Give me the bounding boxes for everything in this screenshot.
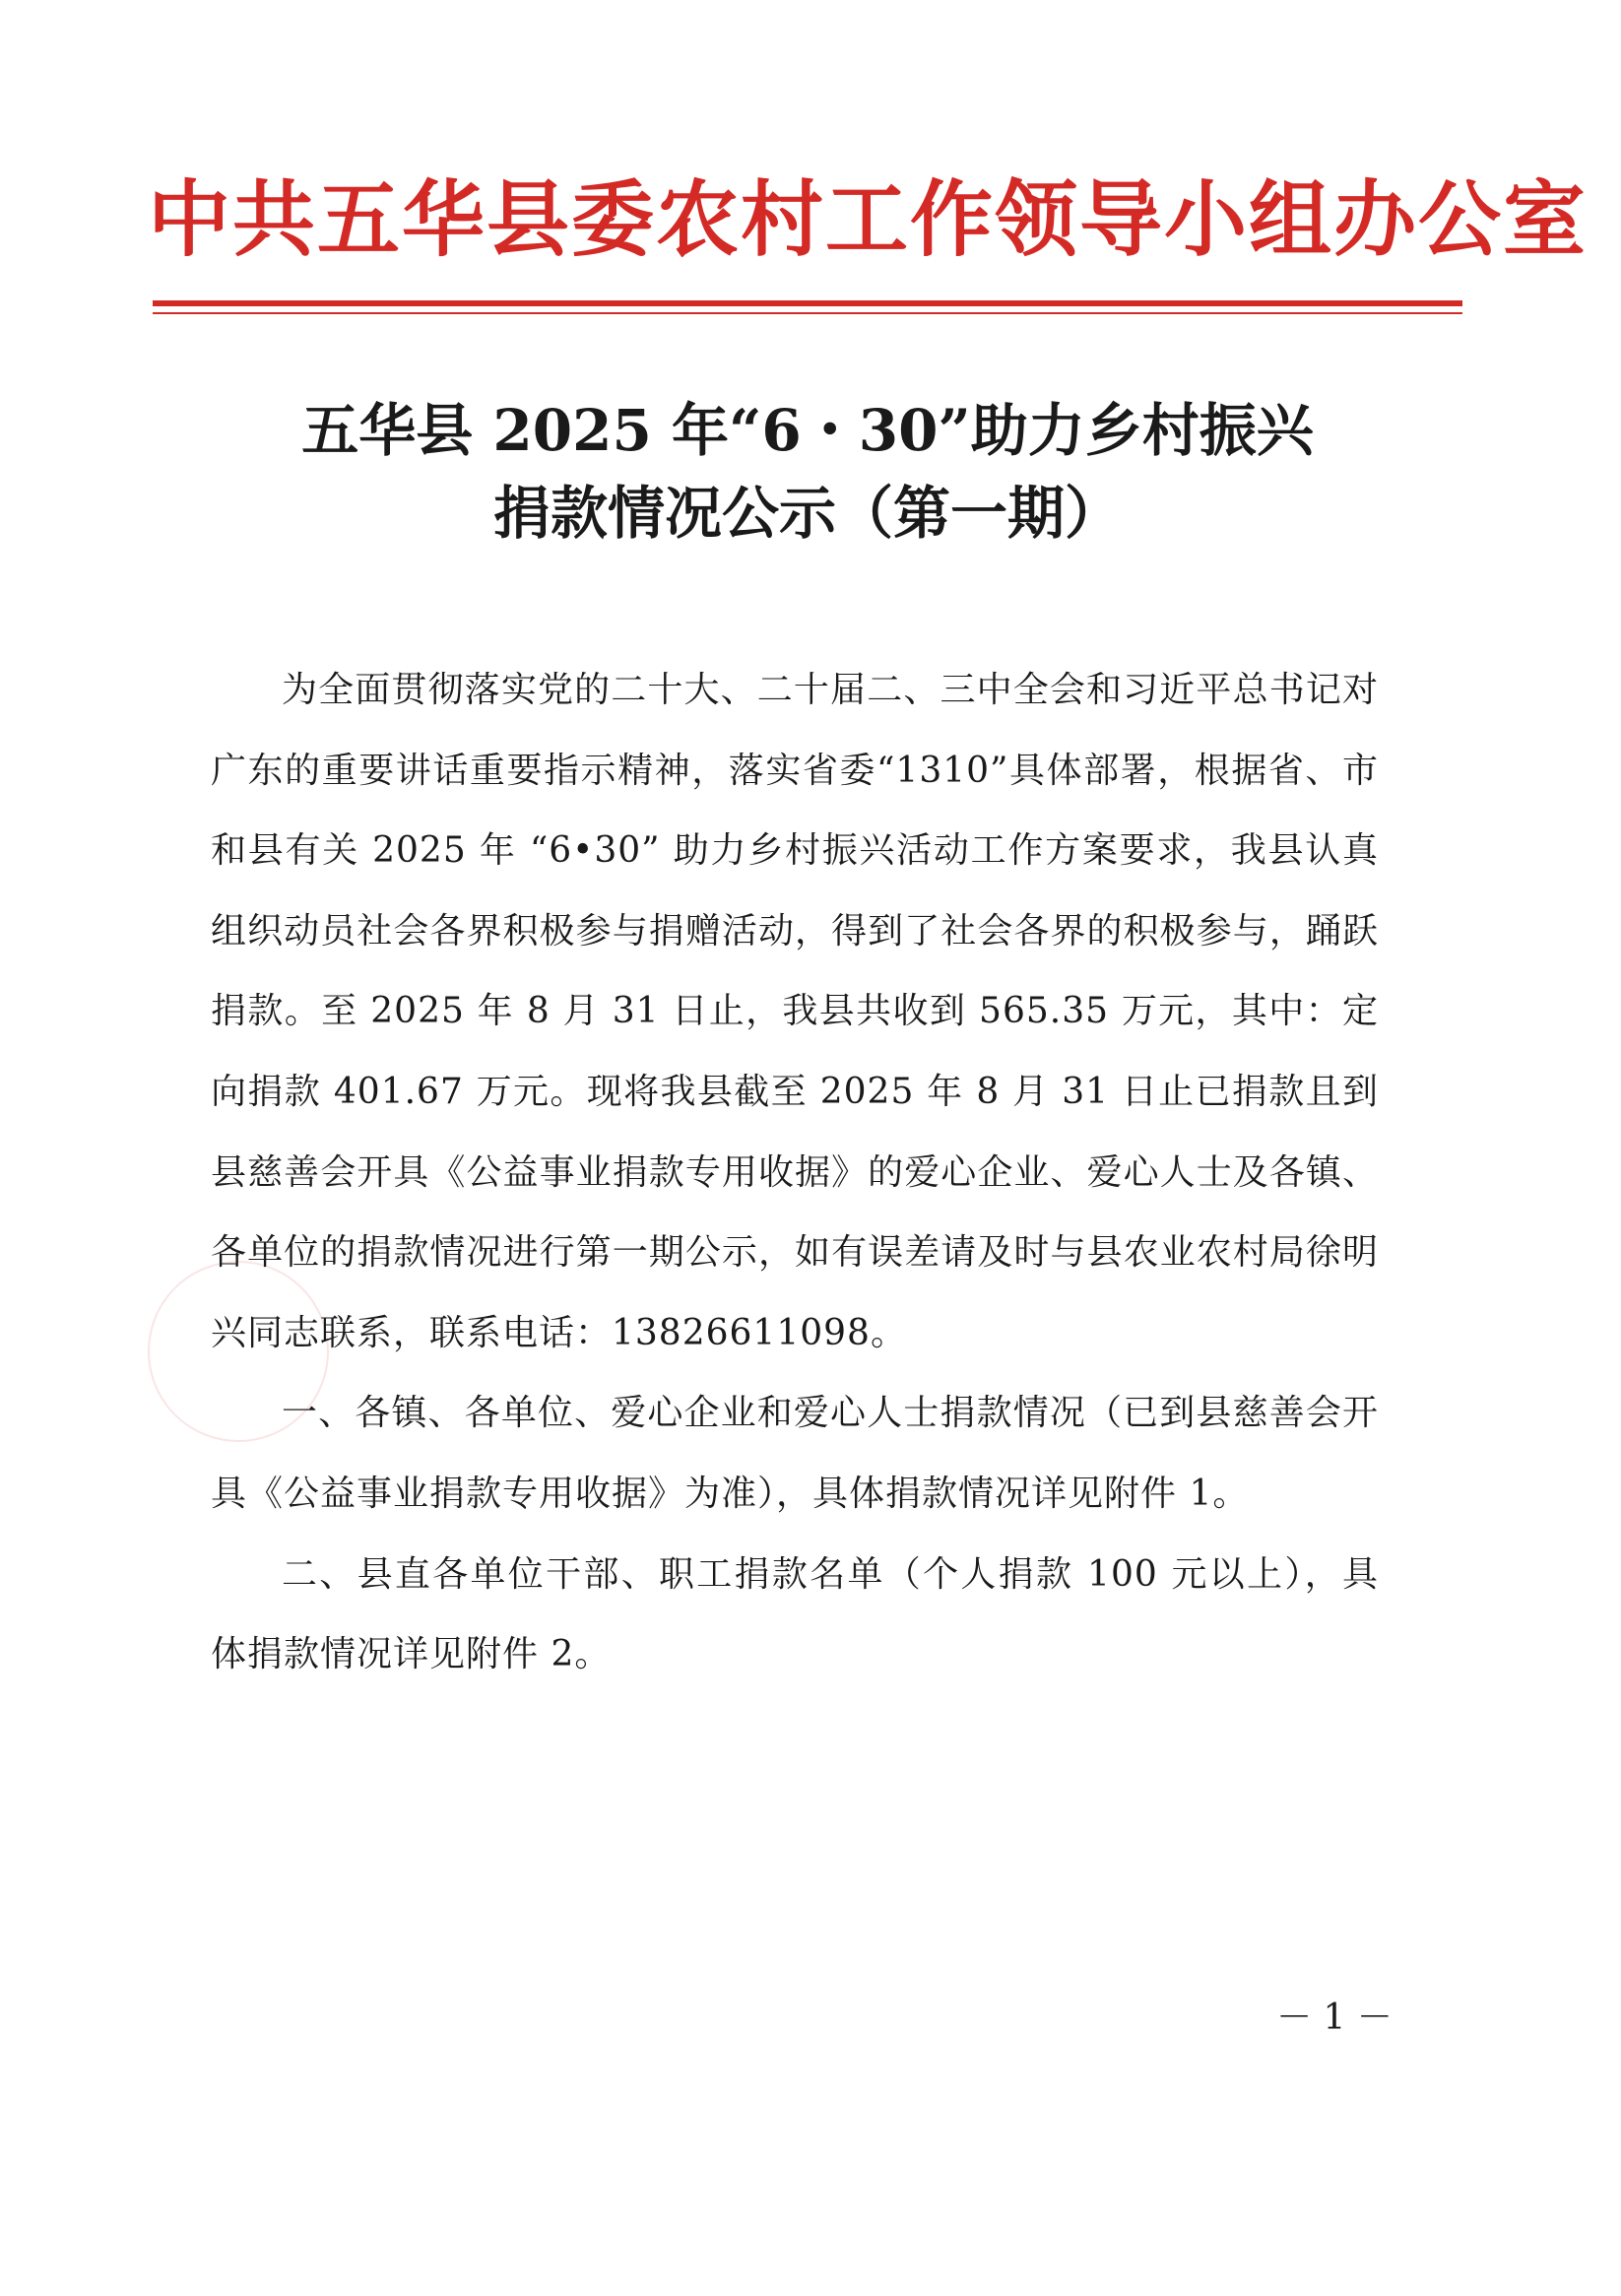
document-body — [211, 650, 1379, 1695]
letterhead-red-rule-thin — [153, 312, 1462, 314]
letterhead-org-name: 中共五华县委农村工作领导小组办公室 — [148, 170, 1589, 268]
document-title-line-1: 五华县 2025 年“6・30”助力乡村振兴 — [301, 397, 1314, 464]
page-number: － 1 － — [1276, 1998, 1393, 2038]
body-paragraph-1: 为全面贯彻落实党的二十大、二十届二、三中全会和习近平总书记对广东的重要讲话重要指示精神，落实省委“1310”具体部署，根据省、市和县有关 2025 年 “6•30” 助力乡村振兴活动工作方案要求，我县认真组织动员社会各界积极参与捐赠活动，得到了社会各界的积极参与，踊跃捐款。至 2025 年 8 月 31 日止，我县共收到 565.35 万元，其中：定向捐款 401.67 万元。现将我县截至 2025 年 8 月 31 日止已捐款且到县慈善会开具《公益事业捐款专用收据》的爱心企业、爱心人士及各镇、各单位的捐款情况进行第一期公示，如有误差请及时与县农业农村局徐明兴同志联系，联系电话：13826611098。 — [211, 670, 1379, 1353]
letterhead-red-rule-thick — [153, 300, 1462, 306]
document-title — [197, 389, 1418, 555]
body-paragraph-3: 二、县直各单位干部、职工捐款名单（个人捐款 100 元以上），具体捐款情况详见附件 2。 — [211, 1553, 1379, 1675]
body-paragraph-2: 一、各镇、各单位、爱心企业和爱心人士捐款情况（已到县慈善会开具《公益事业捐款专用收据》为准），具体捐款情况详见附件 1。 — [211, 1393, 1379, 1514]
document-title-line-2: 捐款情况公示（第一期） — [492, 480, 1122, 547]
